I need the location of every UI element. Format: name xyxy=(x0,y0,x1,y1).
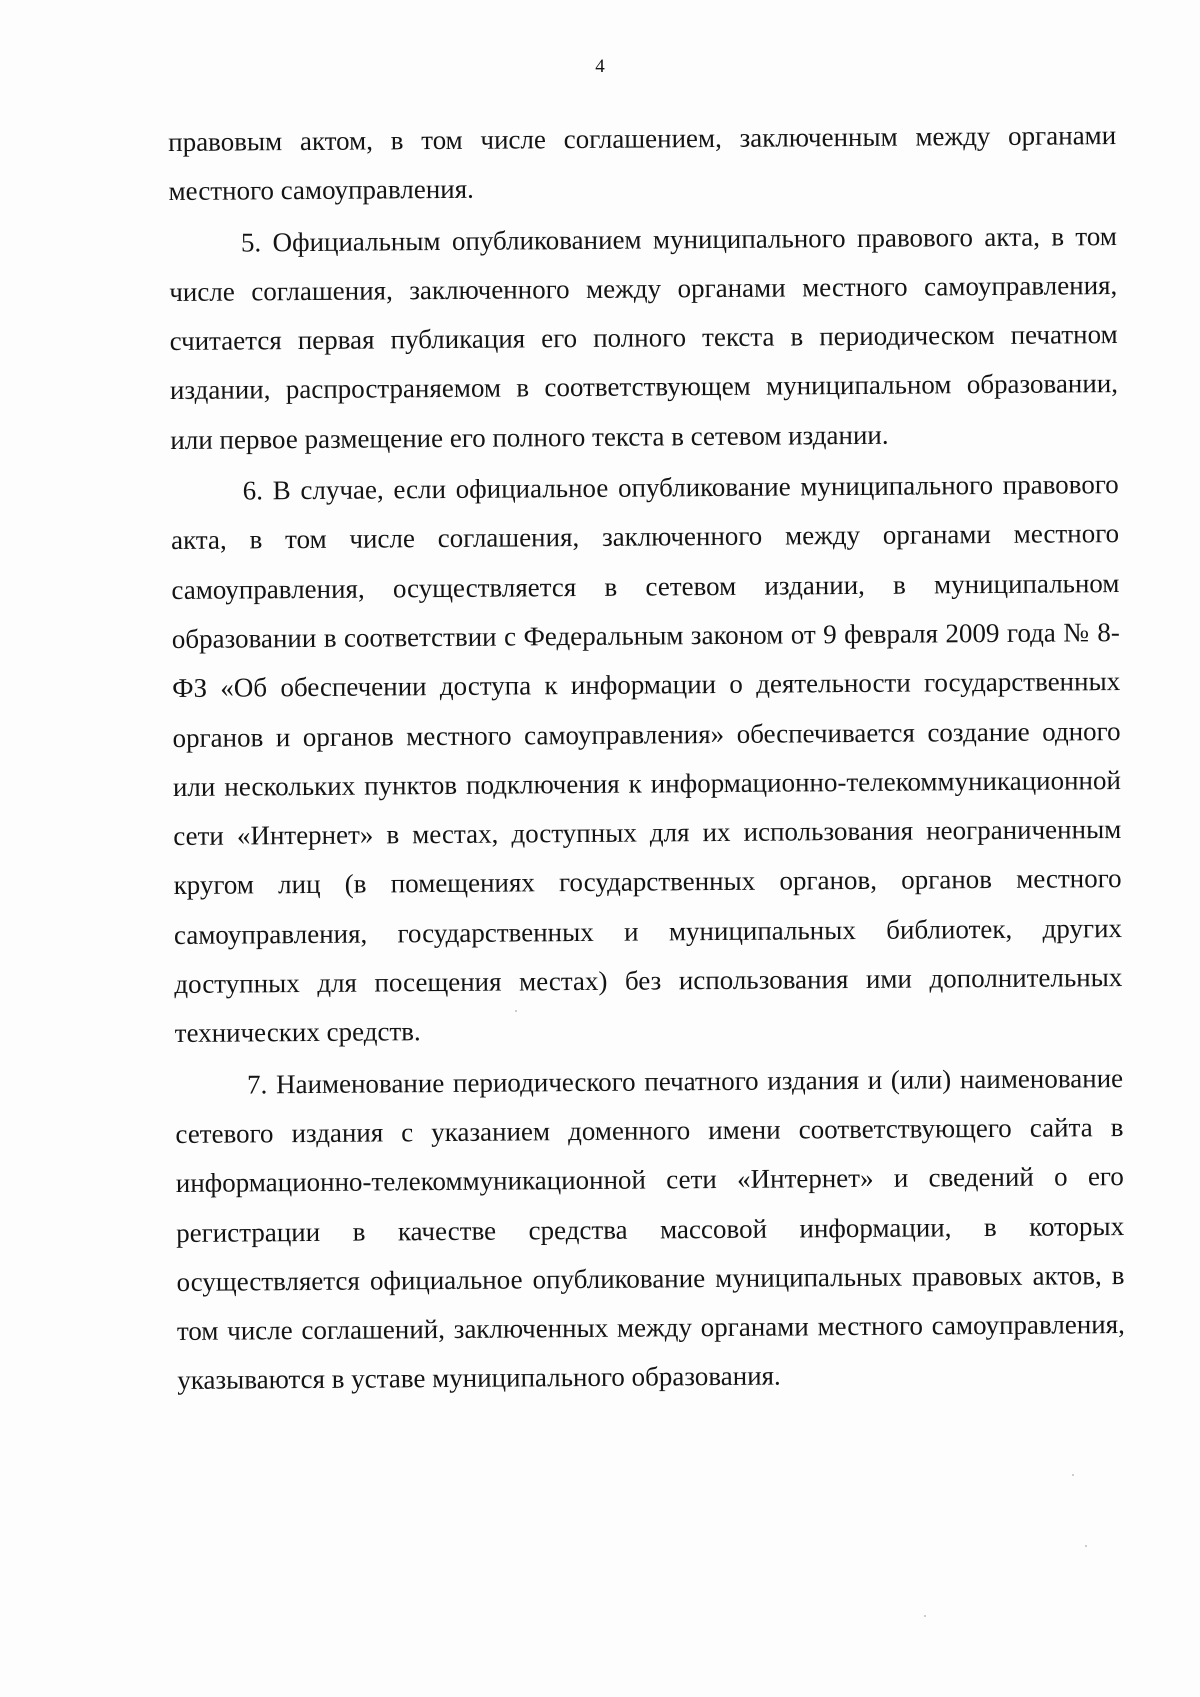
paragraph-7: 7. Наименование периодического печатного издания и (или) наименование сетевого издания с указанием доменного имени соответствующего сайта в информационно-телекоммуникационной сети «Интернет» и сведений о его регистрации в качестве средства массовой информации, в которых осуществляется официальное опубликование муниципальных правовых актов, в том числе соглашений, заключенных между органами местного самоуправления, указываются в уставе муниципального образования. xyxy=(175,1062,1125,1396)
paragraph-5: 5. Официальным опубликованием муниципального правового акта, в том числе соглашения, заключенного между органами местного самоуправления, считается первая публикация его полного текста в периодическом печатном издании, распространяемом в соответствующем муниципальном образовании, или первое размещение его полного текста в сетевом издании. xyxy=(169,220,1119,455)
scan-speck xyxy=(515,1010,517,1012)
scan-speck xyxy=(924,1615,926,1617)
scan-speck xyxy=(1085,1545,1087,1547)
page-number: 4 xyxy=(595,56,605,77)
paragraph-continuation: правовым актом, в том числе соглашением, заключенным между органами местного самоуправления. xyxy=(168,120,1117,207)
scan-speck xyxy=(1072,1474,1074,1476)
document-body xyxy=(168,111,1125,1406)
paragraph-6: 6. В случае, если официальное опубликование муниципального правового акта, в том числе соглашения, заключенного между органами местного самоуправления, осуществляется в сетевом издании, в муниципальном образовании в соответствии с Федеральным законом от 9 февраля 2009 года № 8-ФЗ «Об обеспечении доступа к информации о деятельности государственных органов и органов местного самоуправления» обеспечивается создание одного или нескольких пунктов подключения к информационно-телекоммуникационной сети «Интернет» в местах, доступных для их использования неограниченным кругом лиц (в помещениях государственных органов, органов местного самоуправления, государственных и муниципальных библиотек, других доступных для посещения местах) без использования ими дополнительных технических средств. xyxy=(170,469,1123,1049)
